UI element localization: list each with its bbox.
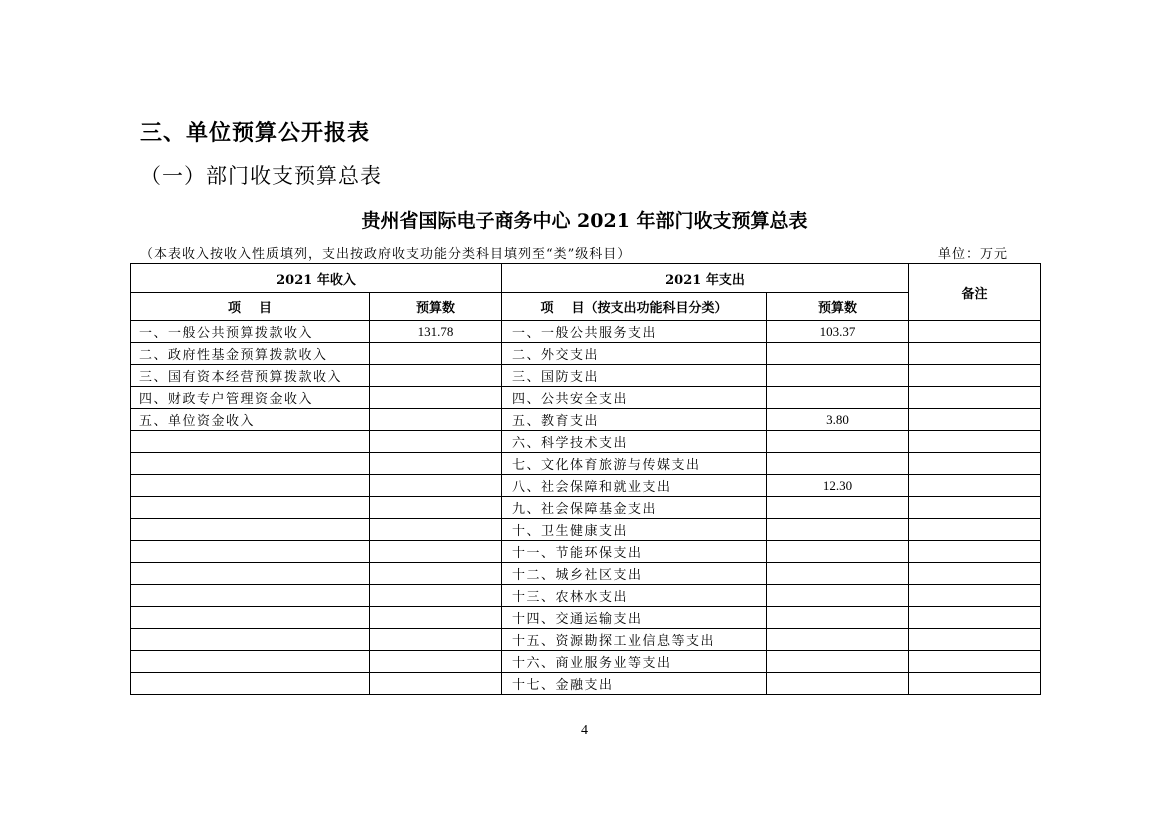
remark-cell: [909, 651, 1041, 673]
remark-cell: [909, 387, 1041, 409]
table-row: [131, 607, 1041, 629]
expense-amount-cell: [767, 673, 909, 695]
sub-heading: （一）部门收支预算总表: [140, 164, 382, 188]
expense-item-cell: 九、社会保障基金支出: [502, 497, 767, 519]
income-item-cell: [131, 673, 370, 695]
income-item-cell: 二、政府性基金预算拨款收入: [131, 343, 370, 365]
expense-item-cell: 八、社会保障和就业支出: [502, 475, 767, 497]
unit-label: 单位：万元: [938, 247, 1009, 262]
income-amount-cell: [370, 673, 502, 695]
table-row: [131, 365, 1041, 387]
table-row: [131, 387, 1041, 409]
remark-cell: [909, 519, 1041, 541]
expense-item-cell: 十一、节能环保支出: [502, 541, 767, 563]
expense-amount-cell: [767, 387, 909, 409]
income-amount-cell: [370, 541, 502, 563]
expense-amount-cell: [767, 607, 909, 629]
table-row: [131, 497, 1041, 519]
income-item-cell: [131, 607, 370, 629]
expense-item-cell: 十七、金融支出: [502, 673, 767, 695]
income-item-cell: [131, 453, 370, 475]
expense-amount-cell: [767, 343, 909, 365]
income-amount-cell: [370, 365, 502, 387]
table-body: [131, 321, 1041, 695]
remark-cell: [909, 673, 1041, 695]
income-item-cell: [131, 629, 370, 651]
remark-cell: [909, 563, 1041, 585]
table-row: [131, 585, 1041, 607]
table-row: [131, 431, 1041, 453]
income-item-cell: 五、单位资金收入: [131, 409, 370, 431]
table-row: [131, 519, 1041, 541]
table-row: [131, 541, 1041, 563]
income-item-cell: 三、国有资本经营预算拨款收入: [131, 365, 370, 387]
expense-item-cell: 十五、资源勘探工业信息等支出: [502, 629, 767, 651]
expense-item-header: 项 目（按支出功能科目分类）: [502, 293, 767, 321]
expense-amount-cell: 103.37: [767, 321, 909, 343]
table-row: [131, 563, 1041, 585]
expense-item-cell: 一、一般公共服务支出: [502, 321, 767, 343]
section-heading: 三、单位预算公开报表: [140, 120, 371, 146]
income-amount-cell: [370, 387, 502, 409]
expense-amount-cell: [767, 365, 909, 387]
table-row: [131, 629, 1041, 651]
income-budget-header: 预算数: [370, 293, 502, 321]
income-item-cell: [131, 541, 370, 563]
expense-item-cell: 二、外交支出: [502, 343, 767, 365]
income-amount-cell: [370, 585, 502, 607]
remark-cell: [909, 431, 1041, 453]
table-row: [131, 321, 1041, 343]
income-amount-cell: [370, 607, 502, 629]
income-amount-cell: 131.78: [370, 321, 502, 343]
income-amount-cell: [370, 343, 502, 365]
remark-cell: [909, 475, 1041, 497]
income-amount-cell: [370, 475, 502, 497]
income-amount-cell: [370, 409, 502, 431]
remark-cell: [909, 365, 1041, 387]
table-row: [131, 651, 1041, 673]
expense-item-cell: 七、文化体育旅游与传媒支出: [502, 453, 767, 475]
table-title: 贵州省国际电子商务中心 2021 年部门收支预算总表: [361, 210, 808, 232]
expense-item-cell: 四、公共安全支出: [502, 387, 767, 409]
table-row: [131, 409, 1041, 431]
expense-amount-cell: [767, 453, 909, 475]
income-item-cell: [131, 519, 370, 541]
income-amount-cell: [370, 431, 502, 453]
remark-cell: [909, 343, 1041, 365]
expense-amount-cell: [767, 497, 909, 519]
expense-amount-cell: [767, 585, 909, 607]
expense-item-cell: 十三、农林水支出: [502, 585, 767, 607]
income-item-cell: [131, 475, 370, 497]
income-amount-cell: [370, 651, 502, 673]
expense-amount-cell: [767, 651, 909, 673]
income-amount-cell: [370, 497, 502, 519]
table-row: [131, 453, 1041, 475]
table-note: （本表收入按收入性质填列，支出按政府收支功能分类科目填列至“类”级科目）: [140, 247, 632, 262]
income-item-cell: [131, 563, 370, 585]
income-item-cell: [131, 651, 370, 673]
expense-group-header: 2021 年支出: [502, 264, 909, 293]
income-amount-cell: [370, 519, 502, 541]
page-number: 4: [581, 723, 588, 738]
income-item-header: 项 目: [131, 293, 370, 321]
remark-cell: [909, 321, 1041, 343]
expense-budget-header: 预算数: [767, 293, 909, 321]
table-row: [131, 673, 1041, 695]
expense-item-cell: 十二、城乡社区支出: [502, 563, 767, 585]
income-item-cell: [131, 585, 370, 607]
expense-item-cell: 十四、交通运输支出: [502, 607, 767, 629]
table-row: [131, 343, 1041, 365]
expense-item-cell: 五、教育支出: [502, 409, 767, 431]
expense-amount-cell: 12.30: [767, 475, 909, 497]
income-item-cell: [131, 497, 370, 519]
remark-cell: [909, 629, 1041, 651]
remark-cell: [909, 541, 1041, 563]
expense-item-cell: 三、国防支出: [502, 365, 767, 387]
income-amount-cell: [370, 629, 502, 651]
expense-amount-cell: [767, 541, 909, 563]
expense-item-cell: 十六、商业服务业等支出: [502, 651, 767, 673]
income-group-header: 2021 年收入: [131, 264, 502, 293]
remark-cell: [909, 607, 1041, 629]
income-item-cell: 四、财政专户管理资金收入: [131, 387, 370, 409]
income-amount-cell: [370, 453, 502, 475]
remark-cell: [909, 585, 1041, 607]
income-amount-cell: [370, 563, 502, 585]
expense-item-cell: 十、卫生健康支出: [502, 519, 767, 541]
remark-header: 备注: [909, 264, 1041, 321]
income-item-cell: 一、一般公共预算拨款收入: [131, 321, 370, 343]
expense-amount-cell: [767, 563, 909, 585]
income-item-cell: [131, 431, 370, 453]
table-row: [131, 475, 1041, 497]
expense-item-cell: 六、科学技术支出: [502, 431, 767, 453]
remark-cell: [909, 453, 1041, 475]
remark-cell: [909, 497, 1041, 519]
expense-amount-cell: [767, 431, 909, 453]
remark-cell: [909, 409, 1041, 431]
expense-amount-cell: [767, 629, 909, 651]
expense-amount-cell: [767, 519, 909, 541]
expense-amount-cell: 3.80: [767, 409, 909, 431]
budget-table: [130, 263, 1041, 695]
